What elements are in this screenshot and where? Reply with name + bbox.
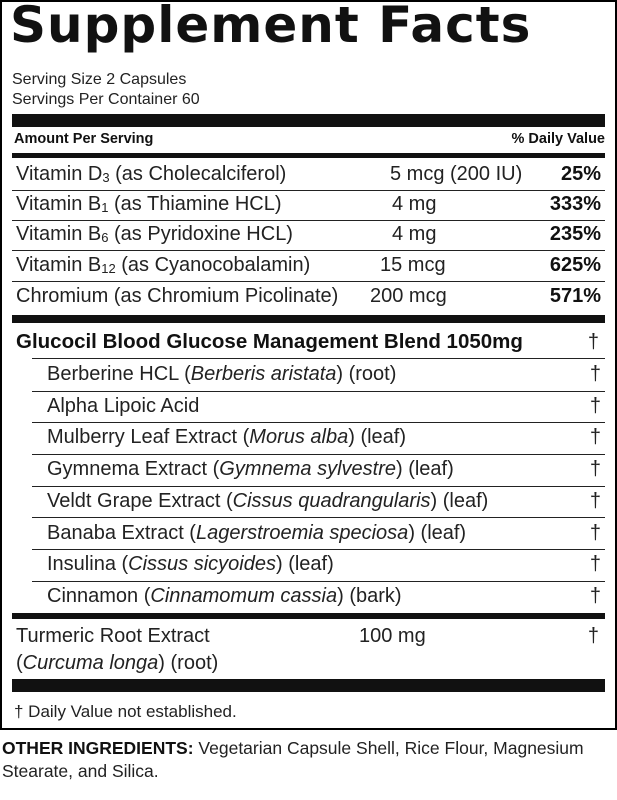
ingredient-name: Gymnema Extract (Gymnema sylvestre) (leaf) — [47, 458, 454, 481]
blend-ingredient-row — [47, 487, 601, 518]
nutrient-amount: 5 mcg (200 IU) — [390, 163, 523, 185]
nutrient-amount: 200 mcg — [370, 285, 447, 307]
ingredient-name: Berberine HCL (Berberis aristata) (root) — [47, 363, 397, 385]
thick-divider — [12, 114, 605, 127]
ingredient-dagger: † — [589, 489, 601, 512]
ingredient-name: Mulberry Leaf Extract (Morus alba) (leaf) — [47, 426, 407, 449]
blend-ingredient-row — [47, 550, 601, 581]
row-divider — [32, 358, 605, 359]
nutrient-row — [12, 190, 605, 221]
nutrient-daily-value: 25% — [560, 163, 601, 185]
turmeric-name: Turmeric Root Extract — [16, 625, 210, 647]
blend-ingredient-row — [47, 582, 601, 613]
panel-title: Supplement Facts — [10, 0, 532, 54]
turmeric-amount: 100 mg — [359, 625, 426, 647]
nutrient-amount: 4 mg — [392, 223, 437, 245]
ingredient-dagger: † — [589, 363, 601, 385]
nutrient-amount: 15 mcg — [380, 254, 446, 276]
nutrient-daily-value: 235% — [549, 223, 601, 245]
thick-divider — [12, 315, 605, 323]
ingredient-dagger: † — [589, 394, 601, 417]
nutrient-daily-value: 625% — [549, 254, 601, 276]
ingredient-name: Insulina (Cissus sicyoides) (leaf) — [47, 553, 334, 576]
nutrient-name: Vitamin $D_3$ (as Cholecalciferol) — [16, 163, 287, 185]
footnote: † Daily Value not established. — [14, 702, 237, 721]
nutrient-row — [12, 160, 605, 191]
ingredient-name: Banaba Extract (Lagerstroemia speciosa) (leaf) — [47, 521, 467, 544]
other-ingredients: OTHER INGREDIENTS: Vegetarian Capsule Shell, Rice Flour, Magnesium Stearate, and Silica. — [2, 738, 584, 781]
nutrient-name: Vitamin $B_1$ (as Thiamine HCL) — [16, 193, 282, 215]
turmeric-dagger: † — [587, 625, 599, 647]
ingredient-dagger: † — [589, 426, 601, 449]
ingredient-dagger: † — [589, 521, 601, 544]
nutrient-daily-value: 333% — [549, 193, 601, 215]
blend-ingredient-row — [47, 455, 601, 486]
blend-ingredient-row — [47, 423, 601, 454]
blend-ingredient-row — [47, 360, 601, 391]
ingredient-dagger: † — [589, 458, 601, 481]
ingredient-dagger: † — [589, 584, 601, 607]
amount-per-serving-header: Amount Per Serving — [14, 131, 154, 147]
ingredient-name: Cinnamon (Cinnamomum cassia) (bark) — [47, 584, 402, 607]
blend-ingredient-row — [47, 392, 601, 423]
nutrient-name: Vitamin $B_{12}$ (as Cyanocobalamin) — [16, 254, 311, 276]
blend-ingredient-row — [47, 519, 601, 550]
ingredient-name: Alpha Lipoic Acid — [47, 394, 200, 417]
turmeric-latin: (Curcuma longa) (root) — [16, 652, 219, 674]
nutrient-name: Chromium (as Chromium Picolinate) — [16, 285, 339, 307]
ingredient-name: Veldt Grape Extract (Cissus quadrangularis) (leaf) — [47, 489, 489, 512]
servings-per-container: Servings Per Container 60 — [12, 91, 200, 108]
nutrient-daily-value: 571% — [549, 285, 601, 307]
serving-size: Serving Size 2 Capsules — [12, 71, 187, 88]
nutrient-row — [12, 282, 605, 313]
daily-value-header: % Daily Value — [511, 131, 605, 147]
blend-title: Glucocil Blood Glucose Management Blend 1050mg — [16, 330, 523, 353]
medium-divider — [12, 613, 605, 619]
nutrient-amount: 4 mg — [392, 193, 437, 215]
blend-dagger: † — [587, 331, 599, 353]
nutrient-name: Vitamin $B_6$ (as Pyridoxine HCL) — [16, 223, 293, 245]
medium-divider — [12, 153, 605, 158]
thick-divider — [12, 679, 605, 692]
ingredient-dagger: † — [589, 553, 601, 576]
nutrient-row — [12, 251, 605, 282]
nutrient-row — [12, 220, 605, 251]
